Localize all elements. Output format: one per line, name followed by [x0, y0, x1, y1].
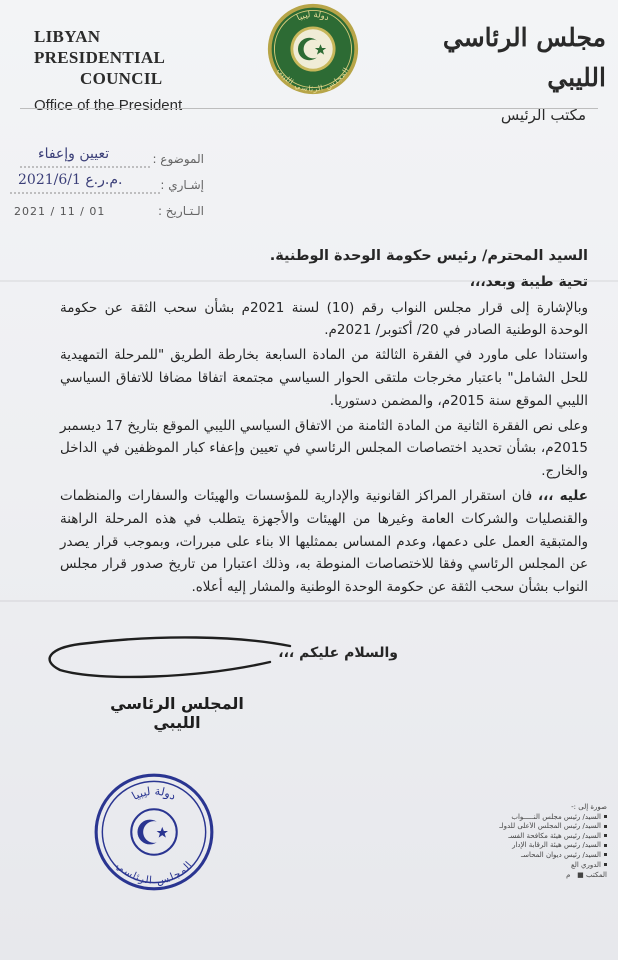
- signatory: المجلس الرئاسي الليبي: [110, 694, 244, 732]
- svg-text:دولة ليبيا: [129, 784, 178, 803]
- header-divider: [20, 108, 598, 109]
- header-english: [34, 26, 224, 114]
- addressee: السيد المحترم/ رئيس حكومة الوحدة الوطنية.: [269, 248, 588, 264]
- cc-head: صورة إلى :-: [571, 803, 607, 811]
- ref-value: 2021/6/1 م.ر.ع.: [18, 172, 123, 188]
- cc-item: السيد/ رئيس هيئة مكافحة الفسـ: [432, 832, 607, 842]
- emblem-bottom-text: المجلس الرئاسي الليبي: [275, 66, 351, 94]
- header-en-line2: COUNCIL: [80, 69, 163, 88]
- header-ar-office: مكتب الرئيس: [500, 106, 586, 124]
- header-en-office: Office of the President: [34, 97, 183, 114]
- paragraph-1: وبالإشارة إلى قرار مجلس النواب رقم (10) لسنة 2021م بشأن سحب الثقة عن حكومة الوحدة الوطنية الصادر في 20/ أكتوبر/ 2021م.: [60, 299, 588, 339]
- date-label: الـتـاريخ :: [157, 204, 204, 218]
- paragraph-4-lead: عليه ،،،: [538, 487, 588, 504]
- paragraph-2: واستنادا على ماورد في الفقرة الثالثة من المادة السابعة بخارطة الطريق "للمرحلة التمهيدية للحل الشامل" باعتبار مخرجات ملتقى الحوار السياسي مجتمعة اتفاقا مضافا للاتفاق السياسي الليبي الموقع سنة 2015م، والمضمن دستوريا.: [60, 347, 588, 409]
- cc-item: السيد/ رئيس ديوان المحاسـ: [432, 851, 607, 861]
- cc-item: الدوري الع: [432, 861, 607, 871]
- ref-underline: [10, 190, 160, 196]
- ref-label: إشـاري :: [160, 178, 204, 192]
- header-ar-council: مجلس الرئاسي الليبي: [442, 23, 606, 92]
- greeting: تحية طيبة وبعد،،،: [469, 273, 588, 290]
- cc-footer: المكتب ■ م: [566, 871, 607, 880]
- official-stamp-icon: [92, 770, 216, 894]
- subject-value: تعيين وإعفاء: [38, 146, 110, 162]
- signature-scribble-icon: [40, 630, 300, 690]
- closing: والسلام عليكم ،،،: [278, 645, 398, 661]
- stamp-top-text: دولة ليبيا: [129, 783, 179, 803]
- date-value: 2021 / 11 / 01: [14, 205, 106, 218]
- council-emblem-icon: [266, 2, 360, 96]
- paragraph-3: وعلى نص الفقرة الثانية من المادة الثامنة من الاتفاق السياسي الليبي الموقع بتاريخ 17 ديسمبر 2015م، بشأن تحديد اختصاصات المجلس الرئاسي في تعيين وإعفاء كبار الموظفين في الداخل والخارج.: [60, 417, 588, 480]
- emblem-top-text: دولة ليبيا: [294, 8, 331, 23]
- cc-item: السيد/ رئيس مجلس النـــــواب: [432, 813, 607, 823]
- cc-list: [432, 803, 607, 881]
- paragraph-4-text: فان استقرار المراكز القانونية والإدارية للمؤسسات والهيئات والسفارات والمنظمات والقنصليات والشركات العامة وغيرها من الهيئات والأجهزة يتطلب في هذه المرحلة الراهنة والمتبقية العمل على دعمها، وعدم المساس بممثليها الا بناء على مبررات، وبموجب قرار يصدر عن المجلس الرئاسي وفقا للاختصاصات المنوطة به، وذلك اعتبارا من تاريخ صدور قرار مجلس النواب بشأن سحب الثقة عن حكومة الوحدة الوطنية والمشار إليه أعلاه.: [60, 487, 588, 596]
- subject-label: الموضوع :: [152, 152, 204, 166]
- cc-item: السيد/ رئيس هيئة الرقابة الإدار: [432, 841, 607, 851]
- letter-body: [60, 245, 588, 601]
- stamp-bottom-text: المجلس الرئاسي: [113, 859, 195, 887]
- subject-underline: [20, 164, 150, 170]
- paragraph-4: [60, 485, 588, 599]
- header-en-line1: LIBYAN PRESIDENTIAL: [34, 27, 166, 67]
- cc-item: السيد/ رئيس المجلس الأعلى للدولـ: [432, 822, 607, 832]
